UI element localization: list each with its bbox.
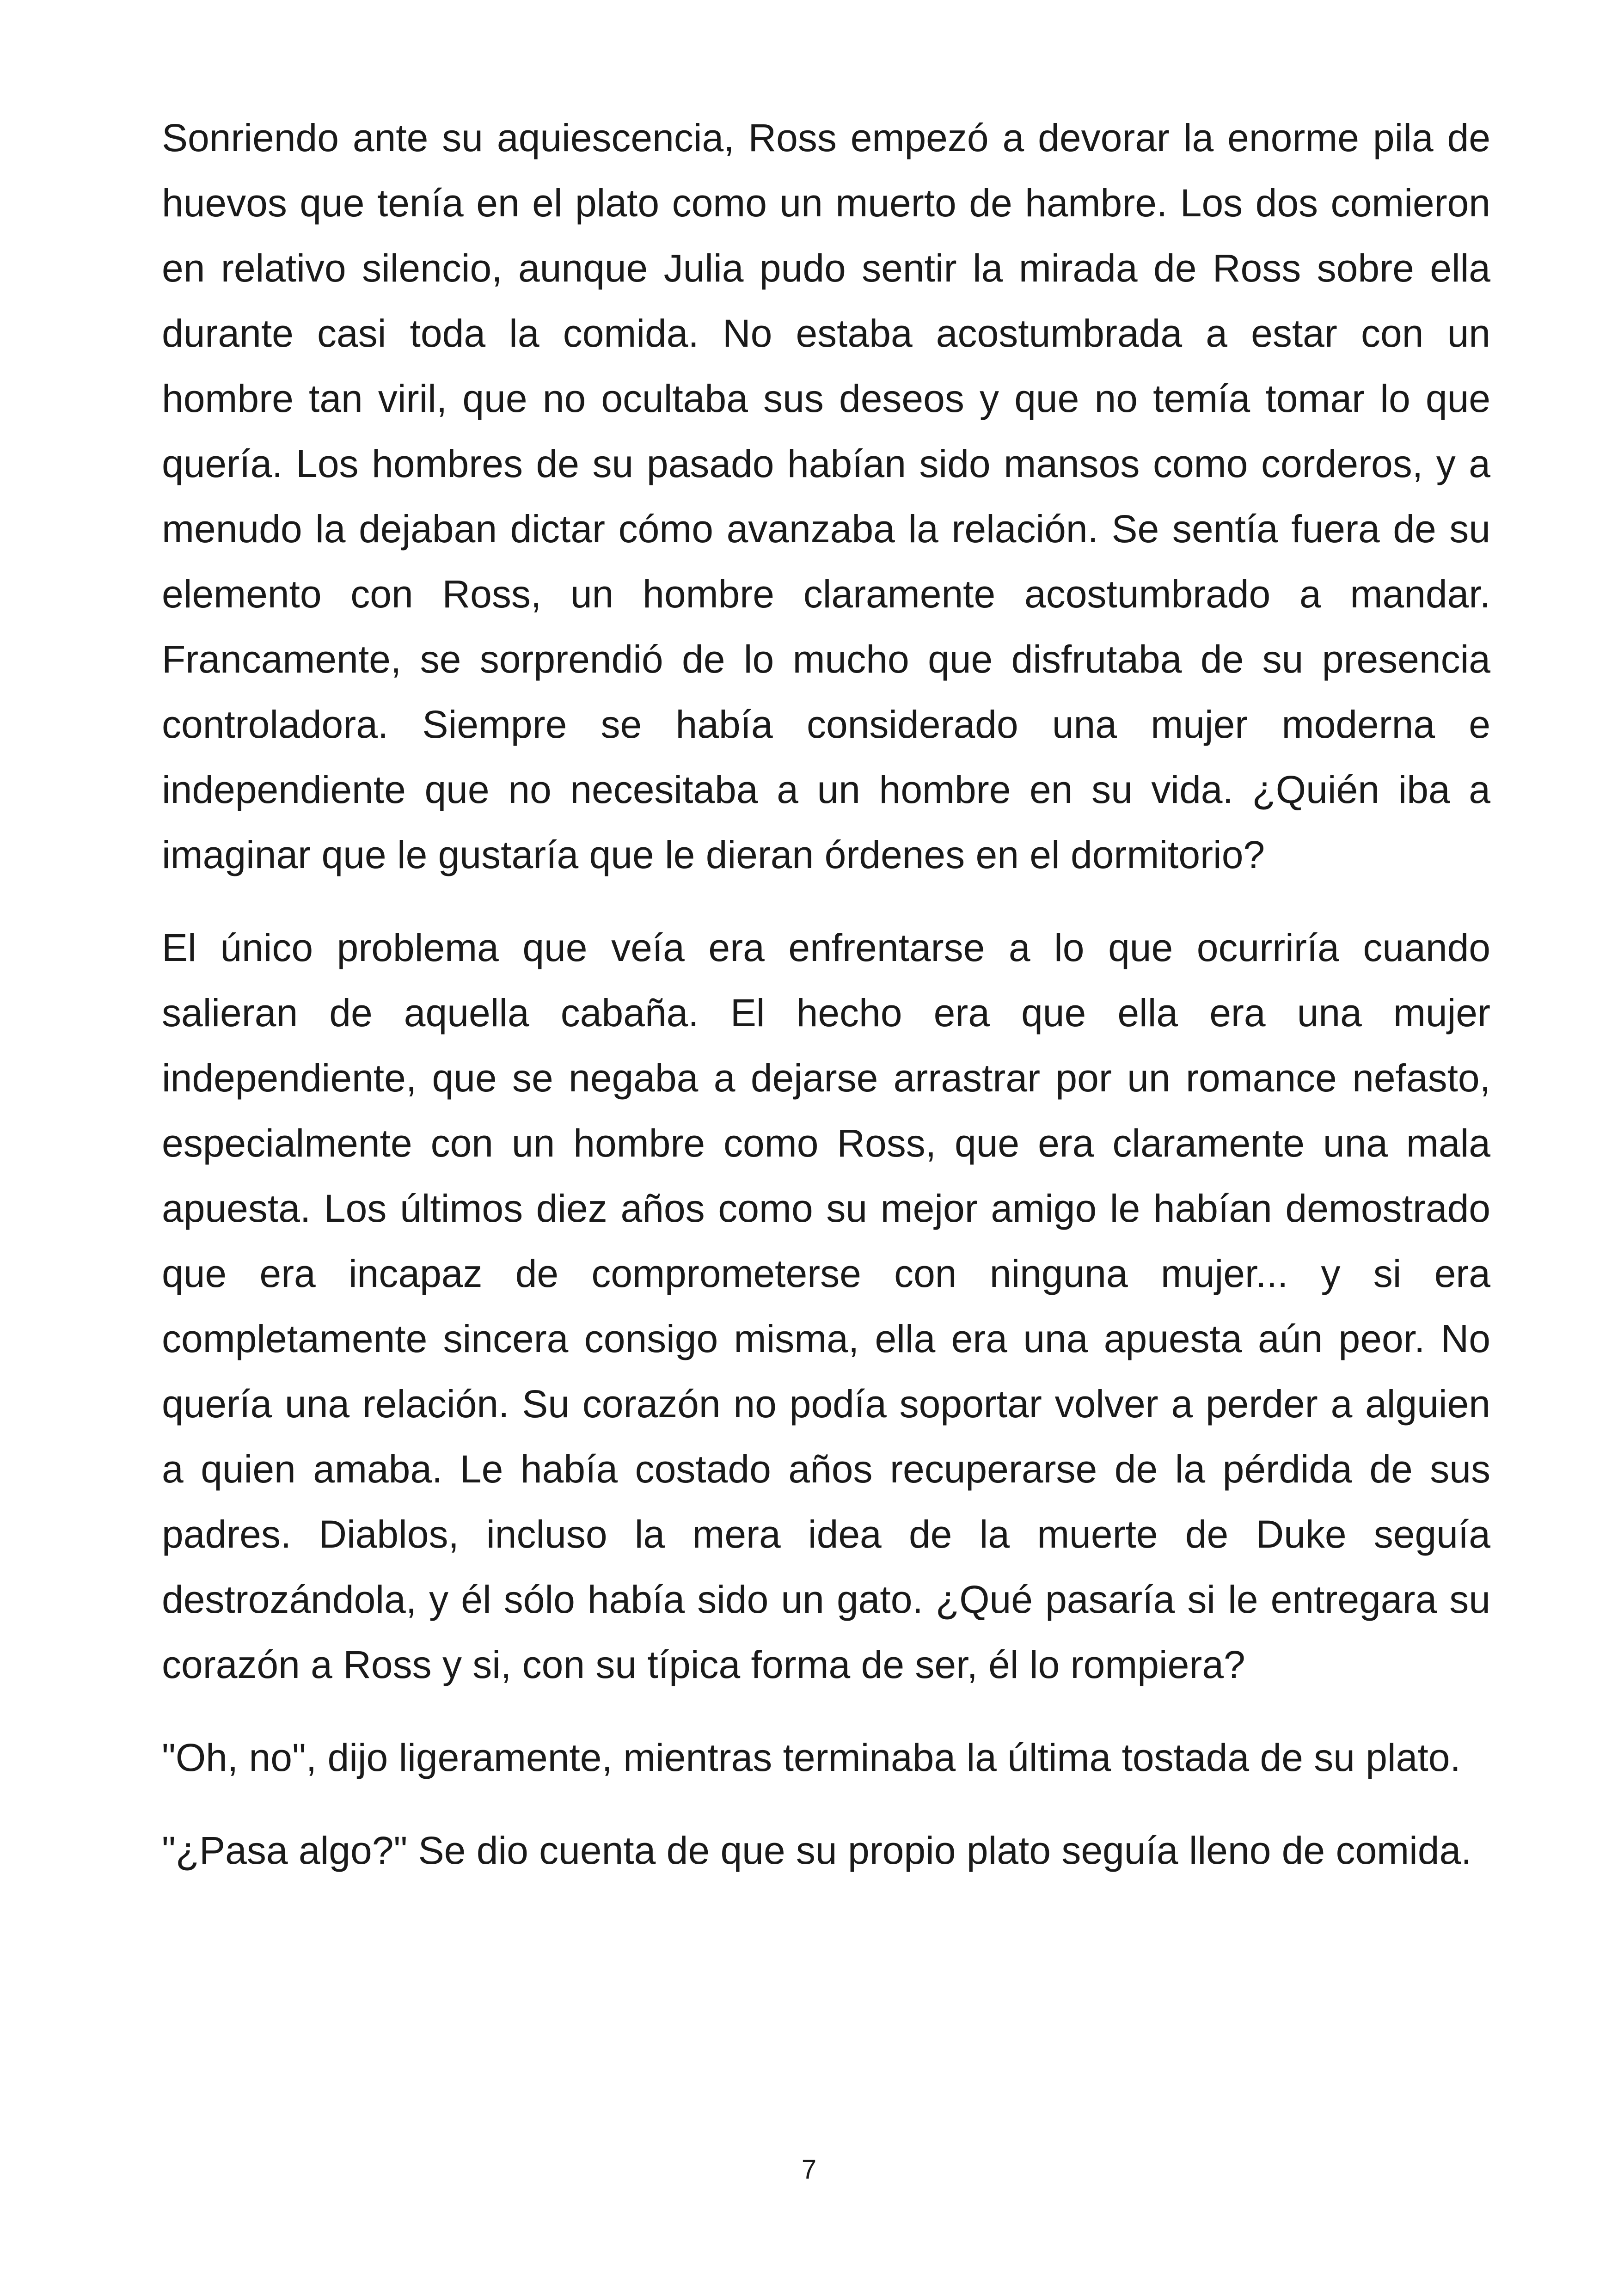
body-text xyxy=(162,105,1490,1911)
paragraph-4: "¿Pasa algo?" Se dio cuenta de que su propio plato seguía lleno de comida. xyxy=(162,1829,1472,1872)
paragraph-2: El único problema que veía era enfrentarse a lo que ocurriría cuando salieran de aquella cabaña. El hecho era que ella era una mujer independiente, que se negaba a dejarse arrastrar por un romance nefasto, especialmente con un hombre como Ross, que era claramente una mala apuesta. Los últimos diez años como su mejor amigo le habían demostrado que era incapaz de comprometerse con ninguna mujer... y si era completamente sincera consigo misma, ella era una apuesta aún peor. No quería una relación. Su corazón no podía soportar volver a perder a alguien a quien amaba. Le había costado años recuperarse de la pérdida de sus padres. Diablos, incluso la mera idea de la muerte de Duke seguía destrozándola, y él sólo había sido un gato. ¿Qué pasaría si le entregara su corazón a Ross y si, con su típica forma de ser, él lo rompiera? xyxy=(162,926,1490,1686)
page-number: 7 xyxy=(801,2155,817,2185)
paragraph-1: Sonriendo ante su aquiescencia, Ross empezó a devorar la enorme pila de huevos que tenía en el plato como un muerto de hambre. Los dos comieron en relativo silencio, aunque Julia pudo sentir la mirada de Ross sobre ella durante casi toda la comida. No estaba acostumbrada a estar con un hombre tan viril, que no ocultaba sus deseos y que no temía tomar lo que quería. Los hombres de su pasado habían sido mansos como corderos, y a menudo la dejaban dictar cómo avanzaba la relación. Se sentía fuera de su elemento con Ross, un hombre claramente acostumbrado a mandar. Francamente, se sorprendió de lo mucho que disfrutaba de su presencia controladora. Siempre se había considerado una mujer moderna e independiente que no necesitaba a un hombre en su vida. ¿Quién iba a imaginar que le gustaría que le dieran órdenes en el dormitorio? xyxy=(162,116,1490,876)
paragraph-3: "Oh, no", dijo ligeramente, mientras terminaba la última tostada de su plato. xyxy=(162,1736,1461,1779)
